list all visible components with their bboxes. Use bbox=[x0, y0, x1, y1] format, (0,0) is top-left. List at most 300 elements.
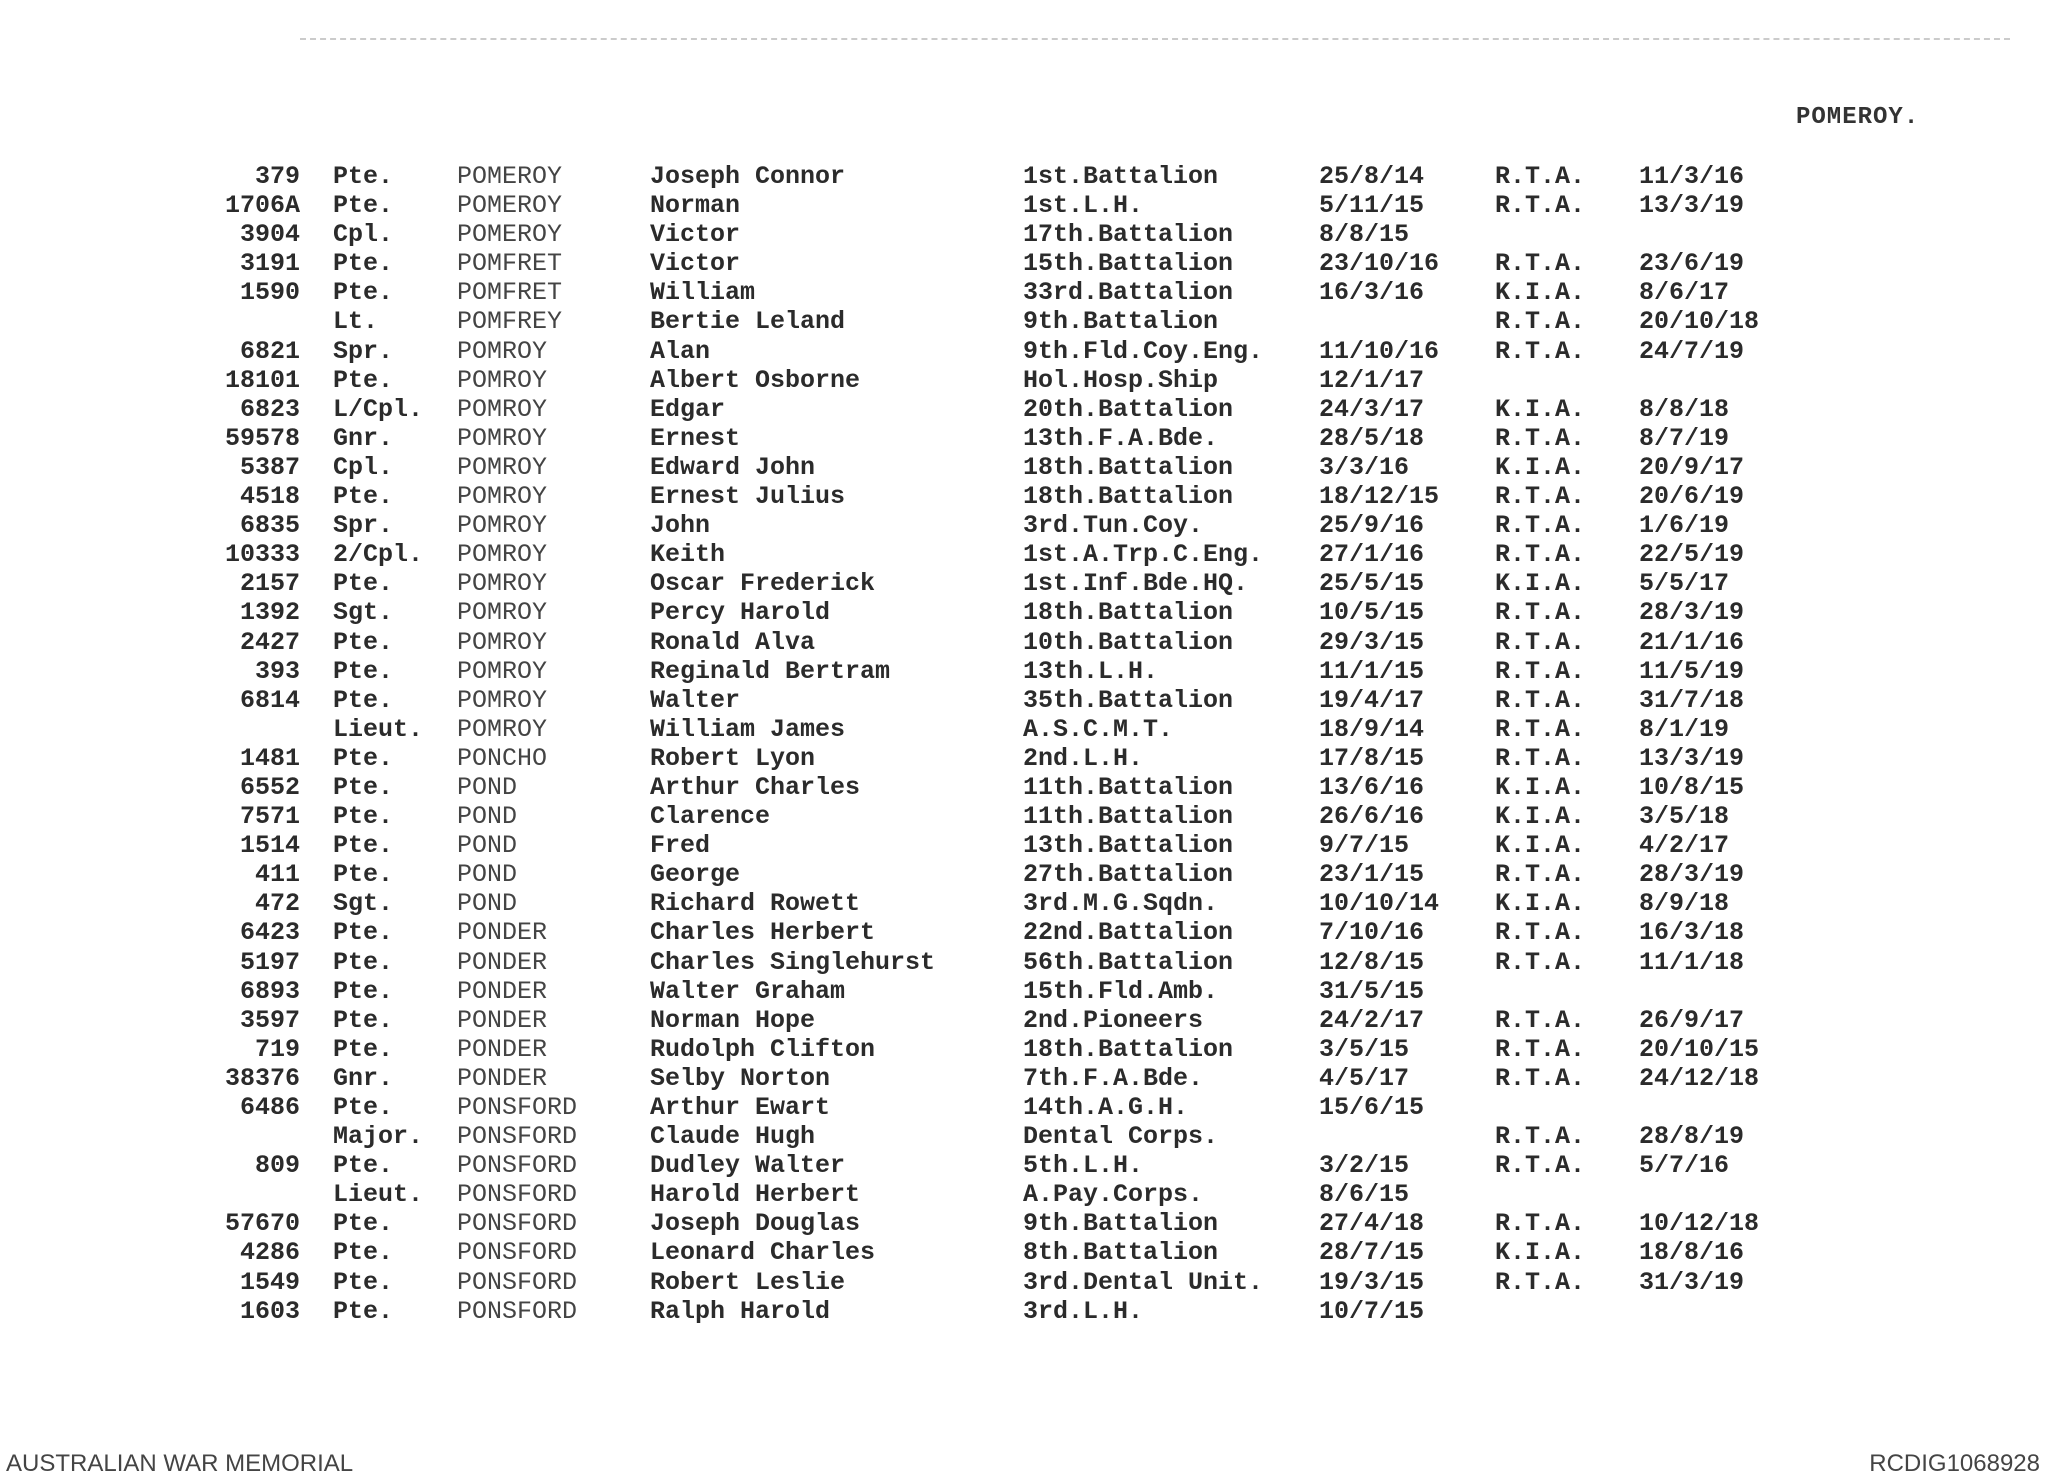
enlistment-date-cell: 3/3/16 bbox=[1319, 452, 1410, 482]
table-row bbox=[0, 424, 2048, 453]
service-number-cell: 1481 bbox=[239, 743, 300, 773]
table-row bbox=[0, 395, 2048, 424]
rank-cell: Gnr. bbox=[333, 1063, 394, 1093]
unit-cell: 17th.Battalion bbox=[1023, 220, 1234, 250]
surname-cell: POMFREY bbox=[457, 307, 563, 337]
table-row bbox=[0, 773, 2048, 802]
unit-cell: 15th.Battalion bbox=[1023, 249, 1234, 279]
table-row bbox=[0, 1238, 2048, 1267]
fate-date-cell: 20/10/15 bbox=[1639, 1034, 1760, 1064]
surname-cell: POMROY bbox=[457, 452, 548, 482]
fate-cell: R.T.A. bbox=[1495, 249, 1586, 279]
surname-cell: POMFRET bbox=[457, 278, 563, 308]
service-number-cell: 6821 bbox=[239, 336, 300, 366]
unit-cell: 9th.Battalion bbox=[1023, 1209, 1219, 1239]
rank-cell: Pte. bbox=[333, 191, 394, 221]
given-names-cell: Harold Herbert bbox=[650, 1180, 861, 1210]
top-dashed-rule bbox=[300, 38, 2010, 40]
surname-cell: PONSFORD bbox=[457, 1267, 578, 1297]
fate-date-cell: 28/3/19 bbox=[1639, 860, 1745, 890]
fate-date-cell: 8/9/18 bbox=[1639, 889, 1730, 919]
unit-cell: 18th.Battalion bbox=[1023, 452, 1234, 482]
given-names-cell: Fred bbox=[650, 831, 711, 861]
table-row bbox=[0, 889, 2048, 918]
service-number-cell: 4518 bbox=[239, 482, 300, 512]
unit-cell: A.Pay.Corps. bbox=[1023, 1180, 1204, 1210]
given-names-cell: Charles Singlehurst bbox=[650, 947, 936, 977]
rank-cell: Spr. bbox=[333, 511, 394, 541]
unit-cell: 3rd.Dental Unit. bbox=[1023, 1267, 1264, 1297]
enlistment-date-cell: 18/12/15 bbox=[1319, 482, 1440, 512]
unit-cell: 9th.Fld.Coy.Eng. bbox=[1023, 336, 1264, 366]
unit-cell: Dental Corps. bbox=[1023, 1122, 1219, 1152]
rank-cell: Spr. bbox=[333, 336, 394, 366]
rank-cell: Pte. bbox=[333, 365, 394, 395]
fate-cell: R.T.A. bbox=[1495, 423, 1586, 453]
unit-cell: 13th.Battalion bbox=[1023, 831, 1234, 861]
enlistment-date-cell: 11/1/15 bbox=[1319, 656, 1425, 686]
fate-cell: R.T.A. bbox=[1495, 511, 1586, 541]
fate-cell: K.I.A. bbox=[1495, 278, 1586, 308]
unit-cell: 7th.F.A.Bde. bbox=[1023, 1063, 1204, 1093]
rank-cell: Lt. bbox=[333, 307, 379, 337]
fate-cell: K.I.A. bbox=[1495, 802, 1586, 832]
fate-cell: R.T.A. bbox=[1495, 1209, 1586, 1239]
surname-cell: PONDER bbox=[457, 947, 548, 977]
surname-cell: POMROY bbox=[457, 540, 548, 570]
enlistment-date-cell: 26/6/16 bbox=[1319, 802, 1425, 832]
service-number-cell: 393 bbox=[254, 656, 300, 686]
fate-date-cell: 13/3/19 bbox=[1639, 743, 1745, 773]
table-row bbox=[0, 831, 2048, 860]
rank-cell: Pte. bbox=[333, 1267, 394, 1297]
fate-date-cell: 8/6/17 bbox=[1639, 278, 1730, 308]
fate-date-cell: 11/1/18 bbox=[1639, 947, 1745, 977]
fate-cell: K.I.A. bbox=[1495, 569, 1586, 599]
rank-cell: Pte. bbox=[333, 278, 394, 308]
service-number-cell: 3597 bbox=[239, 1005, 300, 1035]
unit-cell: 2nd.Pioneers bbox=[1023, 1005, 1204, 1035]
service-number-cell: 6486 bbox=[239, 1093, 300, 1122]
service-number-cell: 7571 bbox=[239, 802, 300, 832]
rank-cell: Pte. bbox=[333, 831, 394, 861]
given-names-cell: Selby Norton bbox=[650, 1063, 831, 1093]
given-names-cell: Norman Hope bbox=[650, 1005, 816, 1035]
rank-cell: Cpl. bbox=[333, 220, 394, 250]
enlistment-date-cell: 17/8/15 bbox=[1319, 743, 1425, 773]
given-names-cell: Walter bbox=[650, 685, 741, 715]
unit-cell: 1st.Battalion bbox=[1023, 162, 1219, 191]
enlistment-date-cell: 16/3/16 bbox=[1319, 278, 1425, 308]
nominal-roll-table bbox=[0, 162, 2048, 1326]
fate-cell: R.T.A. bbox=[1495, 482, 1586, 512]
given-names-cell: Albert Osborne bbox=[650, 365, 861, 395]
table-row bbox=[0, 1297, 2048, 1326]
surname-cell: POMROY bbox=[457, 423, 548, 453]
fate-cell: R.T.A. bbox=[1495, 1063, 1586, 1093]
rank-cell: Pte. bbox=[333, 656, 394, 686]
surname-cell: PONDER bbox=[457, 918, 548, 948]
unit-cell: 20th.Battalion bbox=[1023, 394, 1234, 424]
table-row bbox=[0, 307, 2048, 336]
service-number-cell: 472 bbox=[254, 889, 300, 919]
given-names-cell: Edward John bbox=[650, 452, 816, 482]
service-number-cell: 379 bbox=[254, 162, 300, 191]
enlistment-date-cell: 7/10/16 bbox=[1319, 918, 1425, 948]
table-row bbox=[0, 860, 2048, 889]
surname-cell: PONCHO bbox=[457, 743, 548, 773]
service-number-cell: 3191 bbox=[239, 249, 300, 279]
fate-cell: K.I.A. bbox=[1495, 831, 1586, 861]
page-heading: POMEROY. bbox=[1796, 104, 1920, 131]
service-number-cell: 10333 bbox=[224, 540, 300, 570]
rank-cell: Cpl. bbox=[333, 452, 394, 482]
service-number-cell: 6893 bbox=[239, 976, 300, 1006]
table-row bbox=[0, 977, 2048, 1006]
fate-date-cell: 24/12/18 bbox=[1639, 1063, 1760, 1093]
unit-cell: 3rd.Tun.Coy. bbox=[1023, 511, 1204, 541]
surname-cell: PONDER bbox=[457, 1034, 548, 1064]
service-number-cell: 5197 bbox=[239, 947, 300, 977]
given-names-cell: Ralph Harold bbox=[650, 1296, 831, 1326]
enlistment-date-cell: 27/4/18 bbox=[1319, 1209, 1425, 1239]
surname-cell: POMROY bbox=[457, 598, 548, 628]
given-names-cell: Arthur Ewart bbox=[650, 1093, 831, 1122]
service-number-cell: 1590 bbox=[239, 278, 300, 308]
given-names-cell: Norman bbox=[650, 191, 741, 221]
enlistment-date-cell: 10/7/15 bbox=[1319, 1296, 1425, 1326]
given-names-cell: George bbox=[650, 860, 741, 890]
surname-cell: POMROY bbox=[457, 714, 548, 744]
table-row bbox=[0, 628, 2048, 657]
fate-date-cell: 10/8/15 bbox=[1639, 772, 1745, 802]
enlistment-date-cell: 18/9/14 bbox=[1319, 714, 1425, 744]
given-names-cell: Victor bbox=[650, 249, 741, 279]
rank-cell: Lieut. bbox=[333, 714, 424, 744]
enlistment-date-cell: 12/8/15 bbox=[1319, 947, 1425, 977]
surname-cell: POMROY bbox=[457, 365, 548, 395]
fate-date-cell: 28/3/19 bbox=[1639, 598, 1745, 628]
enlistment-date-cell: 27/1/16 bbox=[1319, 540, 1425, 570]
given-names-cell: Clarence bbox=[650, 802, 771, 832]
fate-cell: R.T.A. bbox=[1495, 1005, 1586, 1035]
given-names-cell: Reginald Bertram bbox=[650, 656, 891, 686]
fate-cell: K.I.A. bbox=[1495, 1238, 1586, 1268]
fate-cell: K.I.A. bbox=[1495, 889, 1586, 919]
fate-date-cell: 4/2/17 bbox=[1639, 831, 1730, 861]
fate-cell: R.T.A. bbox=[1495, 1122, 1586, 1152]
fate-date-cell: 3/5/18 bbox=[1639, 802, 1730, 832]
enlistment-date-cell: 24/2/17 bbox=[1319, 1005, 1425, 1035]
table-row bbox=[0, 1209, 2048, 1238]
service-number-cell: 2157 bbox=[239, 569, 300, 599]
service-number-cell: 38376 bbox=[224, 1063, 300, 1093]
fate-cell: K.I.A. bbox=[1495, 452, 1586, 482]
surname-cell: POND bbox=[457, 889, 518, 919]
table-row bbox=[0, 162, 2048, 191]
surname-cell: PONSFORD bbox=[457, 1238, 578, 1268]
footer-institution: AUSTRALIAN WAR MEMORIAL bbox=[6, 1450, 354, 1477]
surname-cell: PONSFORD bbox=[457, 1122, 578, 1152]
unit-cell: 18th.Battalion bbox=[1023, 598, 1234, 628]
table-row bbox=[0, 1268, 2048, 1297]
service-number-cell: 1706A bbox=[224, 191, 300, 221]
service-number-cell: 5387 bbox=[239, 452, 300, 482]
unit-cell: 5th.L.H. bbox=[1023, 1151, 1144, 1181]
fate-date-cell: 13/3/19 bbox=[1639, 191, 1745, 221]
unit-cell: 27th.Battalion bbox=[1023, 860, 1234, 890]
unit-cell: 15th.Fld.Amb. bbox=[1023, 976, 1219, 1006]
table-row bbox=[0, 1006, 2048, 1035]
fate-cell: K.I.A. bbox=[1495, 772, 1586, 802]
fate-date-cell: 16/3/18 bbox=[1639, 918, 1745, 948]
surname-cell: POND bbox=[457, 802, 518, 832]
surname-cell: POMROY bbox=[457, 336, 548, 366]
rank-cell: Pte. bbox=[333, 249, 394, 279]
given-names-cell: Joseph Connor bbox=[650, 162, 846, 191]
unit-cell: 13th.L.H. bbox=[1023, 656, 1159, 686]
fate-cell: K.I.A. bbox=[1495, 394, 1586, 424]
surname-cell: POMROY bbox=[457, 394, 548, 424]
table-row bbox=[0, 598, 2048, 627]
rank-cell: Pte. bbox=[333, 627, 394, 657]
given-names-cell: Oscar Frederick bbox=[650, 569, 876, 599]
fate-date-cell: 8/7/19 bbox=[1639, 423, 1730, 453]
service-number-cell: 3904 bbox=[239, 220, 300, 250]
fate-date-cell: 31/7/18 bbox=[1639, 685, 1745, 715]
rank-cell: Pte. bbox=[333, 802, 394, 832]
surname-cell: POMFRET bbox=[457, 249, 563, 279]
fate-date-cell: 28/8/19 bbox=[1639, 1122, 1745, 1152]
service-number-cell: 18101 bbox=[224, 365, 300, 395]
given-names-cell: William James bbox=[650, 714, 846, 744]
enlistment-date-cell: 8/6/15 bbox=[1319, 1180, 1410, 1210]
enlistment-date-cell: 4/5/17 bbox=[1319, 1063, 1410, 1093]
service-number-cell: 6423 bbox=[239, 918, 300, 948]
surname-cell: POMEROY bbox=[457, 220, 563, 250]
fate-date-cell: 20/9/17 bbox=[1639, 452, 1745, 482]
rank-cell: Pte. bbox=[333, 569, 394, 599]
fate-date-cell: 21/1/16 bbox=[1639, 627, 1745, 657]
table-row bbox=[0, 482, 2048, 511]
enlistment-date-cell: 11/10/16 bbox=[1319, 336, 1440, 366]
table-row bbox=[0, 1180, 2048, 1209]
rank-cell: Pte. bbox=[333, 976, 394, 1006]
rank-cell: Pte. bbox=[333, 743, 394, 773]
surname-cell: POMROY bbox=[457, 569, 548, 599]
enlistment-date-cell: 10/10/14 bbox=[1319, 889, 1440, 919]
surname-cell: POND bbox=[457, 831, 518, 861]
fate-date-cell: 5/7/16 bbox=[1639, 1151, 1730, 1181]
table-row bbox=[0, 511, 2048, 540]
table-row bbox=[0, 366, 2048, 395]
unit-cell: 1st.Inf.Bde.HQ. bbox=[1023, 569, 1249, 599]
unit-cell: 35th.Battalion bbox=[1023, 685, 1234, 715]
fate-cell: R.T.A. bbox=[1495, 1267, 1586, 1297]
rank-cell: Pte. bbox=[333, 772, 394, 802]
rank-cell: Pte. bbox=[333, 162, 394, 191]
enlistment-date-cell: 28/5/18 bbox=[1319, 423, 1425, 453]
enlistment-date-cell: 31/5/15 bbox=[1319, 976, 1425, 1006]
footer-document-id: RCDIG1068928 bbox=[1869, 1450, 2040, 1477]
table-row bbox=[0, 337, 2048, 366]
surname-cell: POMEROY bbox=[457, 162, 563, 191]
given-names-cell: Keith bbox=[650, 540, 726, 570]
fate-cell: R.T.A. bbox=[1495, 598, 1586, 628]
given-names-cell: Edgar bbox=[650, 394, 726, 424]
surname-cell: POND bbox=[457, 772, 518, 802]
fate-date-cell: 1/6/19 bbox=[1639, 511, 1730, 541]
unit-cell: 13th.F.A.Bde. bbox=[1023, 423, 1219, 453]
surname-cell: POMROY bbox=[457, 511, 548, 541]
rank-cell: Sgt. bbox=[333, 889, 394, 919]
surname-cell: POMROY bbox=[457, 685, 548, 715]
rank-cell: Pte. bbox=[333, 1093, 394, 1122]
rank-cell: Pte. bbox=[333, 685, 394, 715]
table-row bbox=[0, 918, 2048, 947]
unit-cell: 33rd.Battalion bbox=[1023, 278, 1234, 308]
fate-date-cell: 26/9/17 bbox=[1639, 1005, 1745, 1035]
given-names-cell: Robert Leslie bbox=[650, 1267, 846, 1297]
rank-cell: Pte. bbox=[333, 1034, 394, 1064]
enlistment-date-cell: 5/11/15 bbox=[1319, 191, 1425, 221]
table-row bbox=[0, 540, 2048, 569]
enlistment-date-cell: 28/7/15 bbox=[1319, 1238, 1425, 1268]
surname-cell: PONDER bbox=[457, 976, 548, 1006]
surname-cell: PONSFORD bbox=[457, 1296, 578, 1326]
fate-date-cell: 31/3/19 bbox=[1639, 1267, 1745, 1297]
table-row bbox=[0, 1093, 2048, 1122]
fate-date-cell: 18/8/16 bbox=[1639, 1238, 1745, 1268]
given-names-cell: Robert Lyon bbox=[650, 743, 816, 773]
surname-cell: POND bbox=[457, 860, 518, 890]
fate-cell: R.T.A. bbox=[1495, 191, 1586, 221]
surname-cell: PONSFORD bbox=[457, 1180, 578, 1210]
given-names-cell: Rudolph Clifton bbox=[650, 1034, 876, 1064]
table-row bbox=[0, 802, 2048, 831]
unit-cell: 8th.Battalion bbox=[1023, 1238, 1219, 1268]
given-names-cell: Ronald Alva bbox=[650, 627, 816, 657]
fate-cell: R.T.A. bbox=[1495, 918, 1586, 948]
unit-cell: A.S.C.M.T. bbox=[1023, 714, 1174, 744]
given-names-cell: Ernest bbox=[650, 423, 741, 453]
unit-cell: 56th.Battalion bbox=[1023, 947, 1234, 977]
unit-cell: 1st.L.H. bbox=[1023, 191, 1144, 221]
service-number-cell: 2427 bbox=[239, 627, 300, 657]
enlistment-date-cell: 23/10/16 bbox=[1319, 249, 1440, 279]
enlistment-date-cell: 29/3/15 bbox=[1319, 627, 1425, 657]
given-names-cell: Walter Graham bbox=[650, 976, 846, 1006]
given-names-cell: Charles Herbert bbox=[650, 918, 876, 948]
surname-cell: POMROY bbox=[457, 656, 548, 686]
enlistment-date-cell: 8/8/15 bbox=[1319, 220, 1410, 250]
table-row bbox=[0, 1035, 2048, 1064]
table-row bbox=[0, 569, 2048, 598]
fate-cell: R.T.A. bbox=[1495, 627, 1586, 657]
fate-cell: R.T.A. bbox=[1495, 656, 1586, 686]
given-names-cell: John bbox=[650, 511, 711, 541]
unit-cell: 14th.A.G.H. bbox=[1023, 1093, 1189, 1122]
rank-cell: Pte. bbox=[333, 482, 394, 512]
table-row bbox=[0, 220, 2048, 249]
enlistment-date-cell: 25/8/14 bbox=[1319, 162, 1425, 191]
given-names-cell: Alan bbox=[650, 336, 711, 366]
enlistment-date-cell: 19/4/17 bbox=[1319, 685, 1425, 715]
enlistment-date-cell: 25/9/16 bbox=[1319, 511, 1425, 541]
fate-cell: R.T.A. bbox=[1495, 162, 1586, 191]
fate-cell: R.T.A. bbox=[1495, 540, 1586, 570]
unit-cell: 1st.A.Trp.C.Eng. bbox=[1023, 540, 1264, 570]
fate-date-cell: 20/6/19 bbox=[1639, 482, 1745, 512]
table-row bbox=[0, 657, 2048, 686]
given-names-cell: Joseph Douglas bbox=[650, 1209, 861, 1239]
fate-date-cell: 11/3/16 bbox=[1639, 162, 1745, 191]
unit-cell: Hol.Hosp.Ship bbox=[1023, 365, 1219, 395]
fate-date-cell: 5/5/17 bbox=[1639, 569, 1730, 599]
service-number-cell: 1549 bbox=[239, 1267, 300, 1297]
fate-cell: R.T.A. bbox=[1495, 1151, 1586, 1181]
surname-cell: PONSFORD bbox=[457, 1151, 578, 1181]
rank-cell: Pte. bbox=[333, 1209, 394, 1239]
unit-cell: 2nd.L.H. bbox=[1023, 743, 1144, 773]
surname-cell: POMROY bbox=[457, 627, 548, 657]
unit-cell: 11th.Battalion bbox=[1023, 772, 1234, 802]
given-names-cell: Dudley Walter bbox=[650, 1151, 846, 1181]
fate-date-cell: 22/5/19 bbox=[1639, 540, 1745, 570]
enlistment-date-cell: 19/3/15 bbox=[1319, 1267, 1425, 1297]
table-row bbox=[0, 1122, 2048, 1151]
table-row bbox=[0, 1151, 2048, 1180]
service-number-cell: 57670 bbox=[224, 1209, 300, 1239]
service-number-cell: 1603 bbox=[239, 1296, 300, 1326]
given-names-cell: Claude Hugh bbox=[650, 1122, 816, 1152]
service-number-cell: 719 bbox=[254, 1034, 300, 1064]
enlistment-date-cell: 3/2/15 bbox=[1319, 1151, 1410, 1181]
table-row bbox=[0, 686, 2048, 715]
table-row bbox=[0, 715, 2048, 744]
unit-cell: 22nd.Battalion bbox=[1023, 918, 1234, 948]
fate-date-cell: 24/7/19 bbox=[1639, 336, 1745, 366]
enlistment-date-cell: 23/1/15 bbox=[1319, 860, 1425, 890]
rank-cell: Pte. bbox=[333, 1151, 394, 1181]
fate-date-cell: 23/6/19 bbox=[1639, 249, 1745, 279]
given-names-cell: Bertie Leland bbox=[650, 307, 846, 337]
service-number-cell: 6814 bbox=[239, 685, 300, 715]
table-row bbox=[0, 744, 2048, 773]
unit-cell: 9th.Battalion bbox=[1023, 307, 1219, 337]
fate-cell: R.T.A. bbox=[1495, 743, 1586, 773]
enlistment-date-cell: 10/5/15 bbox=[1319, 598, 1425, 628]
unit-cell: 18th.Battalion bbox=[1023, 482, 1234, 512]
table-row bbox=[0, 278, 2048, 307]
enlistment-date-cell: 3/5/15 bbox=[1319, 1034, 1410, 1064]
rank-cell: 2/Cpl. bbox=[333, 540, 424, 570]
enlistment-date-cell: 9/7/15 bbox=[1319, 831, 1410, 861]
unit-cell: 3rd.L.H. bbox=[1023, 1296, 1144, 1326]
fate-cell: R.T.A. bbox=[1495, 336, 1586, 366]
enlistment-date-cell: 24/3/17 bbox=[1319, 394, 1425, 424]
service-number-cell: 809 bbox=[254, 1151, 300, 1181]
fate-cell: R.T.A. bbox=[1495, 947, 1586, 977]
table-row bbox=[0, 948, 2048, 977]
surname-cell: PONDER bbox=[457, 1063, 548, 1093]
rank-cell: Gnr. bbox=[333, 423, 394, 453]
unit-cell: 11th.Battalion bbox=[1023, 802, 1234, 832]
unit-cell: 10th.Battalion bbox=[1023, 627, 1234, 657]
surname-cell: PONSFORD bbox=[457, 1093, 578, 1122]
rank-cell: Pte. bbox=[333, 1238, 394, 1268]
fate-date-cell: 11/5/19 bbox=[1639, 656, 1745, 686]
